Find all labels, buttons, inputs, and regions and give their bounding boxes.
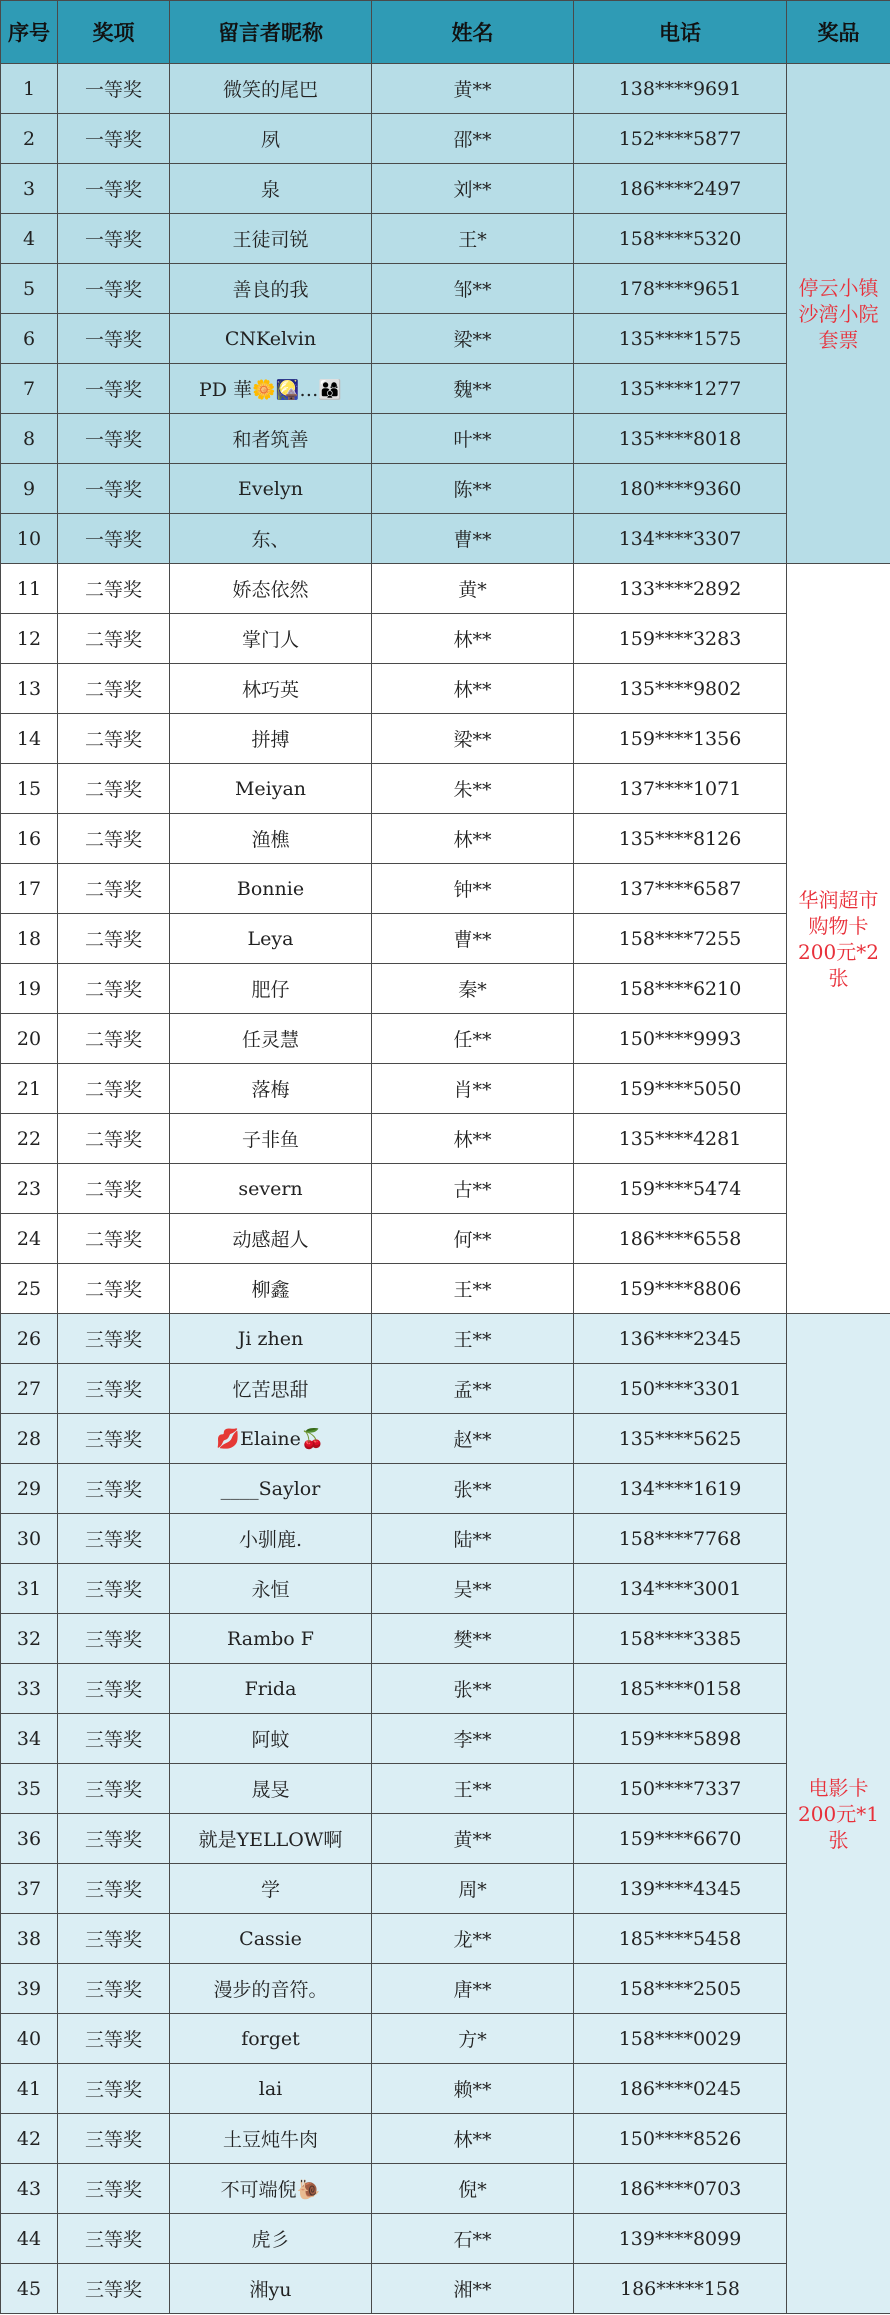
row-index: 10 (1, 514, 58, 564)
row-nickname: CNKelvin (170, 314, 372, 364)
row-index: 16 (1, 814, 58, 864)
row-phone: 186****0245 (574, 2064, 787, 2114)
table-row (1, 2064, 890, 2114)
table-row (1, 614, 890, 664)
row-index: 31 (1, 1564, 58, 1614)
row-nickname: Cassie (170, 1914, 372, 1964)
row-award: 一等奖 (58, 264, 170, 314)
row-name: 林** (372, 614, 574, 664)
row-nickname: 💋Elaine🍒 (170, 1414, 372, 1464)
row-nickname: 就是YELLOW啊 (170, 1814, 372, 1864)
row-phone: 150****7337 (574, 1764, 787, 1814)
row-index: 44 (1, 2214, 58, 2264)
row-name: 樊** (372, 1614, 574, 1664)
table-row (1, 314, 890, 364)
row-name: 王* (372, 214, 574, 264)
row-award: 三等奖 (58, 1614, 170, 1664)
row-award: 二等奖 (58, 864, 170, 914)
row-name: 林** (372, 664, 574, 714)
header-nickname: 留言者昵称 (170, 1, 372, 64)
row-phone: 158****0029 (574, 2014, 787, 2064)
row-index: 35 (1, 1764, 58, 1814)
row-award: 三等奖 (58, 1864, 170, 1914)
table-row (1, 764, 890, 814)
row-name: 王** (372, 1314, 574, 1364)
row-index: 33 (1, 1664, 58, 1714)
row-nickname: 掌门人 (170, 614, 372, 664)
table-row (1, 864, 890, 914)
row-nickname: 学 (170, 1864, 372, 1914)
row-award: 二等奖 (58, 1064, 170, 1114)
row-name: 湘** (372, 2264, 574, 2314)
row-nickname: 晟旻 (170, 1764, 372, 1814)
row-index: 32 (1, 1614, 58, 1664)
row-phone: 136****2345 (574, 1314, 787, 1364)
row-phone: 134****1619 (574, 1464, 787, 1514)
row-name: 方* (372, 2014, 574, 2064)
row-name: 倪* (372, 2164, 574, 2214)
row-phone: 158****7768 (574, 1514, 787, 1564)
row-award: 二等奖 (58, 1164, 170, 1214)
row-nickname: 柳鑫 (170, 1264, 372, 1314)
row-award: 一等奖 (58, 164, 170, 214)
table-row (1, 2114, 890, 2164)
row-nickname: Evelyn (170, 464, 372, 514)
row-index: 5 (1, 264, 58, 314)
row-name: 林** (372, 814, 574, 864)
row-award: 三等奖 (58, 1764, 170, 1814)
prize-cell-2 (787, 564, 890, 1314)
row-name: 魏** (372, 364, 574, 414)
row-name: 邹** (372, 264, 574, 314)
header-name: 姓名 (372, 1, 574, 64)
row-phone: 180****9360 (574, 464, 787, 514)
table-row (1, 964, 890, 1014)
row-index: 21 (1, 1064, 58, 1114)
table-row (1, 1664, 890, 1714)
row-index: 36 (1, 1814, 58, 1864)
row-phone: 135****1277 (574, 364, 787, 414)
row-phone: 159****3283 (574, 614, 787, 664)
row-nickname: severn (170, 1164, 372, 1214)
row-index: 14 (1, 714, 58, 764)
row-award: 三等奖 (58, 2164, 170, 2214)
row-nickname: 阿蚊 (170, 1714, 372, 1764)
row-phone: 139****8099 (574, 2214, 787, 2264)
row-phone: 150****3301 (574, 1364, 787, 1414)
row-phone: 134****3001 (574, 1564, 787, 1614)
row-phone: 158****2505 (574, 1964, 787, 2014)
row-index: 40 (1, 2014, 58, 2064)
row-award: 一等奖 (58, 114, 170, 164)
prize-text: 停云小镇 沙湾小院 套票 (798, 275, 879, 352)
row-nickname: Rambo F (170, 1614, 372, 1664)
row-phone: 150****9993 (574, 1014, 787, 1064)
row-phone: 159****5050 (574, 1064, 787, 1114)
table-row (1, 914, 890, 964)
row-name: 任** (372, 1014, 574, 1064)
row-index: 6 (1, 314, 58, 364)
row-name: 黄** (372, 1814, 574, 1864)
header-award: 奖项 (58, 1, 170, 64)
row-award: 一等奖 (58, 514, 170, 564)
row-award: 二等奖 (58, 764, 170, 814)
row-name: 陈** (372, 464, 574, 514)
row-award: 三等奖 (58, 1664, 170, 1714)
table-row (1, 1164, 890, 1214)
row-phone: 186****2497 (574, 164, 787, 214)
row-award: 二等奖 (58, 814, 170, 864)
row-award: 三等奖 (58, 1564, 170, 1614)
row-name: 梁** (372, 314, 574, 364)
table-row (1, 664, 890, 714)
row-nickname: 任灵慧 (170, 1014, 372, 1064)
row-nickname: lai (170, 2064, 372, 2114)
table-row (1, 1464, 890, 1514)
row-index: 34 (1, 1714, 58, 1764)
row-award: 三等奖 (58, 1364, 170, 1414)
prize-text: 电影卡 200元*1 张 (798, 1775, 879, 1852)
row-nickname: Frida (170, 1664, 372, 1714)
row-name: 王** (372, 1264, 574, 1314)
table-row (1, 1714, 890, 1764)
row-index: 42 (1, 2114, 58, 2164)
row-award: 一等奖 (58, 214, 170, 264)
row-index: 39 (1, 1964, 58, 2014)
row-name: 吴** (372, 1564, 574, 1614)
row-phone: 133****2892 (574, 564, 787, 614)
row-phone: 158****5320 (574, 214, 787, 264)
row-index: 30 (1, 1514, 58, 1564)
table-row (1, 1314, 890, 1364)
row-index: 1 (1, 64, 58, 114)
row-nickname: Leya (170, 914, 372, 964)
row-index: 19 (1, 964, 58, 1014)
row-phone: 137****6587 (574, 864, 787, 914)
table-body (1, 64, 890, 2314)
row-name: 曹** (372, 914, 574, 964)
row-index: 28 (1, 1414, 58, 1464)
row-nickname: Ji zhen (170, 1314, 372, 1364)
table-row (1, 414, 890, 464)
row-phone: 134****3307 (574, 514, 787, 564)
row-phone: 159****6670 (574, 1814, 787, 1864)
row-award: 三等奖 (58, 1714, 170, 1764)
row-nickname: 林巧英 (170, 664, 372, 714)
row-nickname: 动感超人 (170, 1214, 372, 1264)
table-row (1, 2264, 890, 2314)
row-nickname: 娇态依然 (170, 564, 372, 614)
row-nickname: 王徒司锐 (170, 214, 372, 264)
row-phone: 135****8126 (574, 814, 787, 864)
row-award: 三等奖 (58, 1314, 170, 1364)
row-name: 周* (372, 1864, 574, 1914)
table-row (1, 1614, 890, 1664)
row-award: 二等奖 (58, 1214, 170, 1264)
table-header-row (1, 1, 890, 64)
row-name: 王** (372, 1764, 574, 1814)
row-award: 三等奖 (58, 1914, 170, 1964)
table-row (1, 214, 890, 264)
row-phone: 159****8806 (574, 1264, 787, 1314)
row-name: 叶** (372, 414, 574, 464)
table-row (1, 264, 890, 314)
row-phone: 159****5898 (574, 1714, 787, 1764)
row-nickname: 忆苦思甜 (170, 1364, 372, 1414)
row-name: 孟** (372, 1364, 574, 1414)
row-nickname: 落梅 (170, 1064, 372, 1114)
table-row (1, 364, 890, 414)
row-name: 唐** (372, 1964, 574, 2014)
row-phone: 186****0703 (574, 2164, 787, 2214)
row-award: 三等奖 (58, 1464, 170, 1514)
row-phone: 135****9802 (574, 664, 787, 714)
row-nickname: 肥仔 (170, 964, 372, 1014)
row-nickname: 渔樵 (170, 814, 372, 864)
row-index: 11 (1, 564, 58, 614)
row-index: 2 (1, 114, 58, 164)
row-index: 29 (1, 1464, 58, 1514)
row-phone: 185****5458 (574, 1914, 787, 1964)
row-nickname: 夙 (170, 114, 372, 164)
row-nickname: Meiyan (170, 764, 372, 814)
table-row (1, 1514, 890, 1564)
row-nickname: PD 華🌼🎑…👨‍👩‍👦 (170, 364, 372, 414)
row-index: 25 (1, 1264, 58, 1314)
row-award: 二等奖 (58, 1114, 170, 1164)
table-row (1, 814, 890, 864)
row-nickname: 湘yu (170, 2264, 372, 2314)
row-name: 朱** (372, 764, 574, 814)
table-row (1, 1764, 890, 1814)
row-award: 三等奖 (58, 1964, 170, 2014)
row-award: 三等奖 (58, 1814, 170, 1864)
row-index: 43 (1, 2164, 58, 2214)
table-row (1, 1964, 890, 2014)
row-phone: 158****3385 (574, 1614, 787, 1664)
table-row (1, 1414, 890, 1464)
table-row (1, 2164, 890, 2214)
row-award: 二等奖 (58, 564, 170, 614)
row-nickname: 泉 (170, 164, 372, 214)
table-row (1, 2014, 890, 2064)
row-name: 陆** (372, 1514, 574, 1564)
row-award: 三等奖 (58, 2114, 170, 2164)
prize-text: 华润超市 购物卡 200元*2 张 (798, 887, 879, 990)
row-nickname: forget (170, 2014, 372, 2064)
header-prize: 奖品 (787, 1, 890, 64)
row-index: 41 (1, 2064, 58, 2114)
header-index: 序号 (1, 1, 58, 64)
row-index: 12 (1, 614, 58, 664)
table-row (1, 1264, 890, 1314)
table-row (1, 1814, 890, 1864)
row-phone: 158****6210 (574, 964, 787, 1014)
row-name: 刘** (372, 164, 574, 214)
table-row (1, 164, 890, 214)
row-award: 二等奖 (58, 714, 170, 764)
row-name: 李** (372, 1714, 574, 1764)
row-award: 三等奖 (58, 1514, 170, 1564)
row-nickname: 东、 (170, 514, 372, 564)
table-row (1, 2214, 890, 2264)
row-award: 三等奖 (58, 2214, 170, 2264)
row-phone: 159****5474 (574, 1164, 787, 1214)
row-name: 邵** (372, 114, 574, 164)
row-nickname: 和者筑善 (170, 414, 372, 464)
row-phone: 135****8018 (574, 414, 787, 464)
table-row (1, 564, 890, 614)
row-name: 赵** (372, 1414, 574, 1464)
row-index: 3 (1, 164, 58, 214)
row-nickname: 善良的我 (170, 264, 372, 314)
row-phone: 186****6558 (574, 1214, 787, 1264)
row-index: 8 (1, 414, 58, 464)
table-row (1, 1114, 890, 1164)
table-row (1, 514, 890, 564)
row-nickname: 小驯鹿. (170, 1514, 372, 1564)
row-index: 15 (1, 764, 58, 814)
row-award: 一等奖 (58, 464, 170, 514)
row-phone: 135****1575 (574, 314, 787, 364)
row-phone: 152****5877 (574, 114, 787, 164)
row-award: 三等奖 (58, 2264, 170, 2314)
row-award: 二等奖 (58, 1264, 170, 1314)
row-phone: 186*****158 (574, 2264, 787, 2314)
row-name: 黄** (372, 64, 574, 114)
table-row (1, 1214, 890, 1264)
row-index: 26 (1, 1314, 58, 1364)
row-award: 三等奖 (58, 1414, 170, 1464)
row-name: 古** (372, 1164, 574, 1214)
row-award: 一等奖 (58, 64, 170, 114)
header-phone: 电话 (574, 1, 787, 64)
row-phone: 137****1071 (574, 764, 787, 814)
row-nickname: Bonnie (170, 864, 372, 914)
row-name: 林** (372, 1114, 574, 1164)
row-name: 曹** (372, 514, 574, 564)
prize-cell-1 (787, 64, 890, 564)
row-name: 石** (372, 2214, 574, 2264)
row-index: 18 (1, 914, 58, 964)
row-name: 梁** (372, 714, 574, 764)
row-name: 张** (372, 1464, 574, 1514)
row-index: 20 (1, 1014, 58, 1064)
row-nickname: 不可端倪🐌 (170, 2164, 372, 2214)
row-name: 龙** (372, 1914, 574, 1964)
table-row (1, 1564, 890, 1614)
row-index: 37 (1, 1864, 58, 1914)
row-award: 二等奖 (58, 914, 170, 964)
row-name: 何** (372, 1214, 574, 1264)
row-name: 黄* (372, 564, 574, 614)
row-index: 9 (1, 464, 58, 514)
row-name: 林** (372, 2114, 574, 2164)
row-index: 23 (1, 1164, 58, 1214)
row-nickname: 拼搏 (170, 714, 372, 764)
row-nickname: 永恒 (170, 1564, 372, 1614)
table-row (1, 64, 890, 114)
row-name: 张** (372, 1664, 574, 1714)
row-award: 二等奖 (58, 614, 170, 664)
row-phone: 150****8526 (574, 2114, 787, 2164)
row-award: 二等奖 (58, 664, 170, 714)
row-phone: 158****7255 (574, 914, 787, 964)
table-row (1, 1014, 890, 1064)
row-award: 一等奖 (58, 314, 170, 364)
row-index: 22 (1, 1114, 58, 1164)
row-name: 钟** (372, 864, 574, 914)
row-phone: 135****4281 (574, 1114, 787, 1164)
table-row (1, 714, 890, 764)
row-award: 二等奖 (58, 1014, 170, 1064)
prize-cell-3 (787, 1314, 890, 2314)
row-nickname: 土豆炖牛肉 (170, 2114, 372, 2164)
row-index: 4 (1, 214, 58, 264)
row-index: 27 (1, 1364, 58, 1414)
table-row (1, 114, 890, 164)
row-index: 17 (1, 864, 58, 914)
table-row (1, 1914, 890, 1964)
row-phone: 178****9651 (574, 264, 787, 314)
row-award: 三等奖 (58, 2014, 170, 2064)
table-row (1, 1364, 890, 1414)
row-index: 7 (1, 364, 58, 414)
row-phone: 135****5625 (574, 1414, 787, 1464)
table-row (1, 1864, 890, 1914)
row-nickname: 子非鱼 (170, 1114, 372, 1164)
row-name: 赖** (372, 2064, 574, 2114)
row-award: 一等奖 (58, 414, 170, 464)
row-phone: 185****0158 (574, 1664, 787, 1714)
row-index: 24 (1, 1214, 58, 1264)
row-name: 秦* (372, 964, 574, 1014)
row-index: 38 (1, 1914, 58, 1964)
row-phone: 139****4345 (574, 1864, 787, 1914)
row-nickname: 微笑的尾巴 (170, 64, 372, 114)
row-award: 三等奖 (58, 2064, 170, 2114)
row-index: 45 (1, 2264, 58, 2314)
row-phone: 138****9691 (574, 64, 787, 114)
row-nickname: ____Saylor (170, 1464, 372, 1514)
row-nickname: 虎彡 (170, 2214, 372, 2264)
row-name: 肖** (372, 1064, 574, 1114)
row-index: 13 (1, 664, 58, 714)
row-nickname: 漫步的音符。 (170, 1964, 372, 2014)
row-award: 一等奖 (58, 364, 170, 414)
row-phone: 159****1356 (574, 714, 787, 764)
table-row (1, 1064, 890, 1114)
table-row (1, 464, 890, 514)
row-award: 二等奖 (58, 964, 170, 1014)
